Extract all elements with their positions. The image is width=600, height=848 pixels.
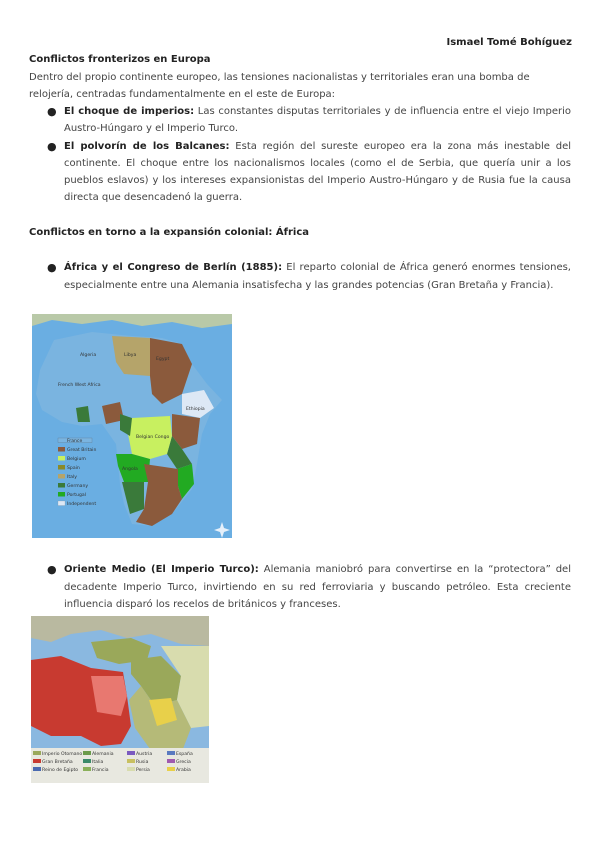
section-title-europe: Conflictos fronterizos en Europa xyxy=(29,54,211,65)
ottoman-empire-map xyxy=(31,616,209,783)
legend-swatch xyxy=(167,759,175,763)
legend-label: Francia xyxy=(92,768,109,773)
list-item xyxy=(29,259,571,294)
legend-swatch xyxy=(83,767,91,771)
section-title-africa: Conflictos en torno a la expansión colonial: África xyxy=(29,227,310,238)
bullet-text: Esta región del sureste europeo era la zona más inestable del continente. El choque entre los nacionalismos locales (como el de Serbia, que quería unir a los pueblos eslavos) y los intereses expansionistas del Imperio Austro-Húngaro y de Rusia fue la causa directa que desencadenó la guerra. xyxy=(64,141,572,203)
legend-label: España xyxy=(176,752,193,757)
bullet-icon: ● xyxy=(47,563,57,576)
europe-bullet-list xyxy=(29,103,571,207)
oriente-bullet-list xyxy=(29,561,571,614)
bullet-text: Alemania maniobró para convertirse en la “protectora” del decadente Imperio Turco, invirtiendo en su red ferroviaria y buscando petróleo. Esta creciente influencia disparó los recelos de británicos y franceses. xyxy=(64,564,571,610)
list-item xyxy=(29,138,571,206)
legend-swatch xyxy=(33,759,41,763)
legend-swatch xyxy=(83,751,91,755)
legend-swatch xyxy=(58,501,65,506)
legend-label: France xyxy=(67,439,83,444)
bullet-term: Oriente Medio (El Imperio Turco): xyxy=(64,564,259,575)
legend-label: Italia xyxy=(92,760,104,765)
map-label-angola: Angola xyxy=(122,467,138,472)
legend-label: Spain xyxy=(67,466,80,471)
legend-swatch xyxy=(33,751,41,755)
legend-label: Italy xyxy=(67,475,77,480)
legend-label: Persia xyxy=(136,768,150,773)
bullet-icon: ● xyxy=(47,261,57,274)
legend-swatch xyxy=(83,759,91,763)
bullet-text: Las constantes disputas territoriales y de influencia entre el viejo Imperio Austro-Húngaro y el Imperio Turco. xyxy=(64,106,571,134)
map-label-ethiopia: Ethiopia xyxy=(186,407,205,412)
legend-swatch xyxy=(58,465,65,470)
map-label-egypt: Egypt xyxy=(156,357,170,362)
author-name: Ismael Tomé Bohíguez xyxy=(446,37,572,48)
legend-swatch xyxy=(127,767,135,771)
legend-swatch xyxy=(167,767,175,771)
bullet-icon: ● xyxy=(47,105,57,118)
bullet-text: El reparto colonial de África generó enormes tensiones, especialmente entre una Alemania insatisfecha y las grandes potencias (Gran Bretaña y Francia). xyxy=(64,262,571,291)
legend-label: Arabia xyxy=(176,768,191,773)
map-label-belgian-congo: Belgian Congo xyxy=(136,435,170,440)
map-label-french-west-africa: French West Africa xyxy=(58,383,101,388)
bullet-term: El polvorín de los Balcanes: xyxy=(64,141,230,152)
legend-label: Austria xyxy=(136,752,153,757)
bullet-term: África y el Congreso de Berlín (1885): xyxy=(64,262,283,273)
map-label-libya: Libya xyxy=(124,353,137,358)
legend-label: Belgium xyxy=(67,457,86,462)
bullet-term: El choque de imperios: xyxy=(64,106,195,117)
legend-label: Rusia xyxy=(136,760,149,765)
legend-swatch xyxy=(33,767,41,771)
legend-label: Imperio Otomano xyxy=(42,752,83,757)
africa-colonial-map xyxy=(32,314,232,538)
legend-swatch xyxy=(127,751,135,755)
togo-region xyxy=(76,406,90,422)
list-item xyxy=(29,103,571,137)
legend-label: Independent xyxy=(67,502,97,507)
legend-label: Reino de Egipto xyxy=(42,768,79,773)
legend-label: Portugal xyxy=(67,493,87,498)
africa-bullet-list xyxy=(29,259,571,294)
legend-label: Grecia xyxy=(176,760,191,765)
intro-paragraph: Dentro del propio continente europeo, las tensiones nacionalistas y territoriales eran una bomba de relojería, centradas fundamentalmente en el este de Europa: xyxy=(29,72,530,100)
legend-label: Alemania xyxy=(92,752,114,757)
legend-swatch xyxy=(58,492,65,497)
legend-swatch xyxy=(58,456,65,461)
legend-swatch xyxy=(58,447,65,452)
legend-swatch xyxy=(127,759,135,763)
legend-label: Gran Bretaña xyxy=(42,760,73,765)
legend-label: Germany xyxy=(67,484,89,489)
list-item xyxy=(29,561,571,614)
bullet-icon: ● xyxy=(47,140,57,153)
legend-swatch xyxy=(167,751,175,755)
legend-swatch xyxy=(58,474,65,479)
map-label-algeria: Algeria xyxy=(80,353,97,358)
legend-swatch xyxy=(58,483,65,488)
legend-label: Great Britain xyxy=(67,448,97,453)
